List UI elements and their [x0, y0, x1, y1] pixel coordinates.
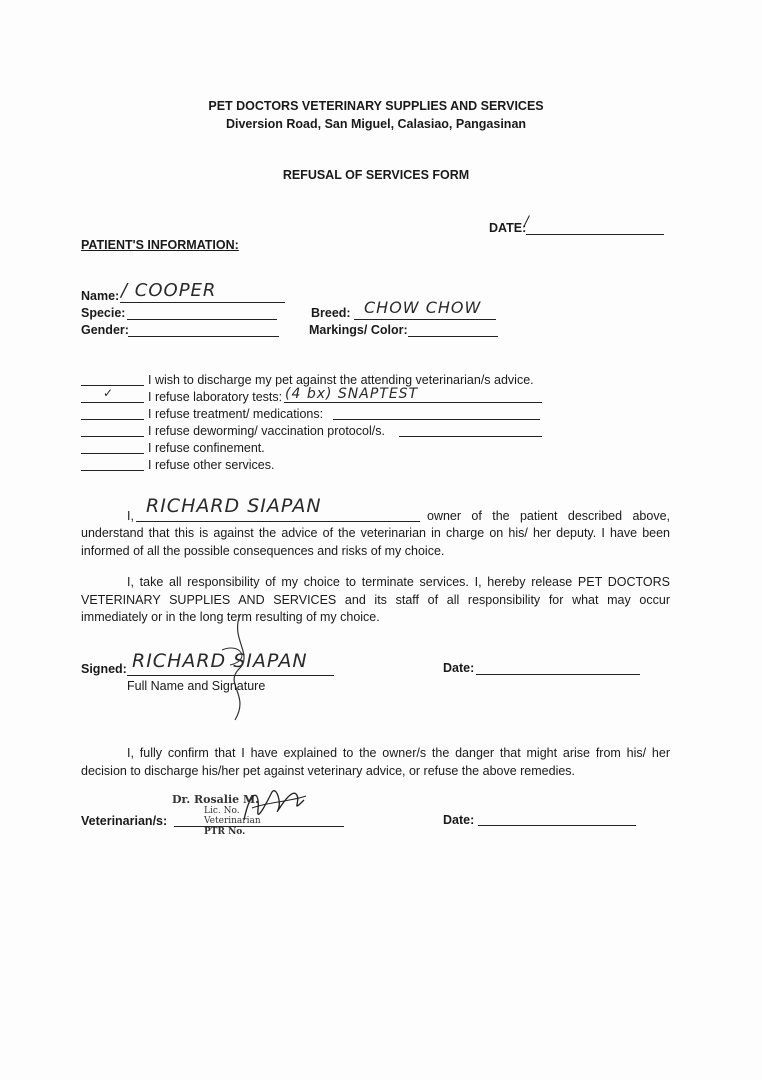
deworming-line[interactable]	[399, 436, 542, 437]
vet-date-line[interactable]	[478, 825, 636, 826]
option-discharge: I wish to discharge my pet against the attending veterinarian/s advice.	[148, 373, 534, 387]
specie-line[interactable]	[127, 319, 277, 320]
gender-label: Gender:	[81, 323, 129, 337]
option-blank-6[interactable]	[81, 470, 144, 471]
statement2: I, take all responsibility of my choice to terminate services. I, hereby release PET DOCTORS VETERINARY SUPPLIES AND SERVICES and its staff of all responsibility for what may occur immediately or in the long term resulting of my choice.	[81, 575, 670, 624]
date-label: DATE:	[489, 221, 527, 235]
name-line[interactable]	[120, 302, 285, 303]
vet-stamp-name: Dr. Rosalie M.	[172, 793, 259, 806]
date-line[interactable]	[526, 234, 664, 235]
name-value: / COOPER	[121, 280, 217, 301]
option-treatment: I refuse treatment/ medications:	[148, 407, 324, 421]
treatment-line[interactable]	[333, 419, 540, 420]
breed-line[interactable]	[354, 319, 496, 320]
gender-line[interactable]	[128, 336, 279, 337]
company-name: PET DOCTORS VETERINARY SUPPLIES AND SERVICES	[208, 99, 544, 113]
signed-date-line[interactable]	[476, 674, 640, 675]
company-address: Diversion Road, San Miguel, Calasiao, Pangasinan	[225, 117, 527, 131]
lab-tests-fill: (4 bx) SNAPTEST	[285, 386, 419, 402]
option-blank-4[interactable]	[81, 436, 144, 437]
vet-stamp-ptr: PTR No.	[204, 827, 246, 837]
markings-line[interactable]	[408, 336, 498, 337]
vet-date-label: Date:	[443, 813, 475, 827]
statement1-body: understand that this is against the advice of the veterinarian in charge on his/ her deputy. I have been informed of all the possible consequences and risks of my choice.	[81, 526, 670, 558]
patient-info-heading: PATIENT'S INFORMATION:	[81, 238, 239, 252]
statement3: I, fully confirm that I have explained to the owner/s the danger that might arise from his/ her decision to discharge his/her pet against veterinary advice, or refuse the above remedies.	[81, 746, 670, 778]
option-blank-3[interactable]	[81, 419, 144, 420]
specie-label: Specie:	[81, 306, 126, 320]
option-blank-5[interactable]	[81, 453, 144, 454]
statement1-suffix: owner of the patient described above,	[427, 509, 670, 523]
signed-date-label: Date:	[443, 661, 475, 675]
markings-label: Markings/ Color:	[309, 323, 408, 337]
signed-label: Signed:	[81, 662, 127, 676]
owner-signature: RICHARD SIAPAN	[132, 650, 308, 672]
date-mark: /	[524, 214, 530, 230]
owner-name: RICHARD SIAPAN	[146, 495, 322, 517]
option-check-mark: ✓	[103, 386, 115, 400]
option-confinement: I refuse confinement.	[148, 441, 265, 455]
option-lab-tests: I refuse laboratory tests:	[148, 390, 283, 404]
vet-stamp-lic: Lic. No.	[204, 806, 240, 816]
form-title: REFUSAL OF SERVICES FORM	[282, 168, 470, 182]
veterinarian-label: Veterinarian/s:	[81, 814, 168, 828]
name-label: Name:	[81, 289, 120, 303]
statement1-prefix: I,	[127, 509, 134, 523]
option-blank-2[interactable]	[81, 402, 144, 403]
vet-stamp-role: Veterinarian	[204, 816, 261, 826]
owner-name-line[interactable]	[136, 521, 420, 522]
vet-signature	[238, 780, 310, 830]
signature-flourish	[210, 610, 270, 730]
lab-tests-line[interactable]	[284, 402, 542, 403]
veterinarian-line[interactable]	[174, 826, 344, 827]
signature-caption: Full Name and Signature	[127, 679, 266, 693]
option-deworming: I refuse deworming/ vaccination protocol/s.	[148, 424, 385, 438]
breed-label: Breed:	[311, 306, 351, 320]
breed-value: CHOW CHOW	[364, 298, 482, 317]
option-other: I refuse other services.	[148, 458, 275, 472]
